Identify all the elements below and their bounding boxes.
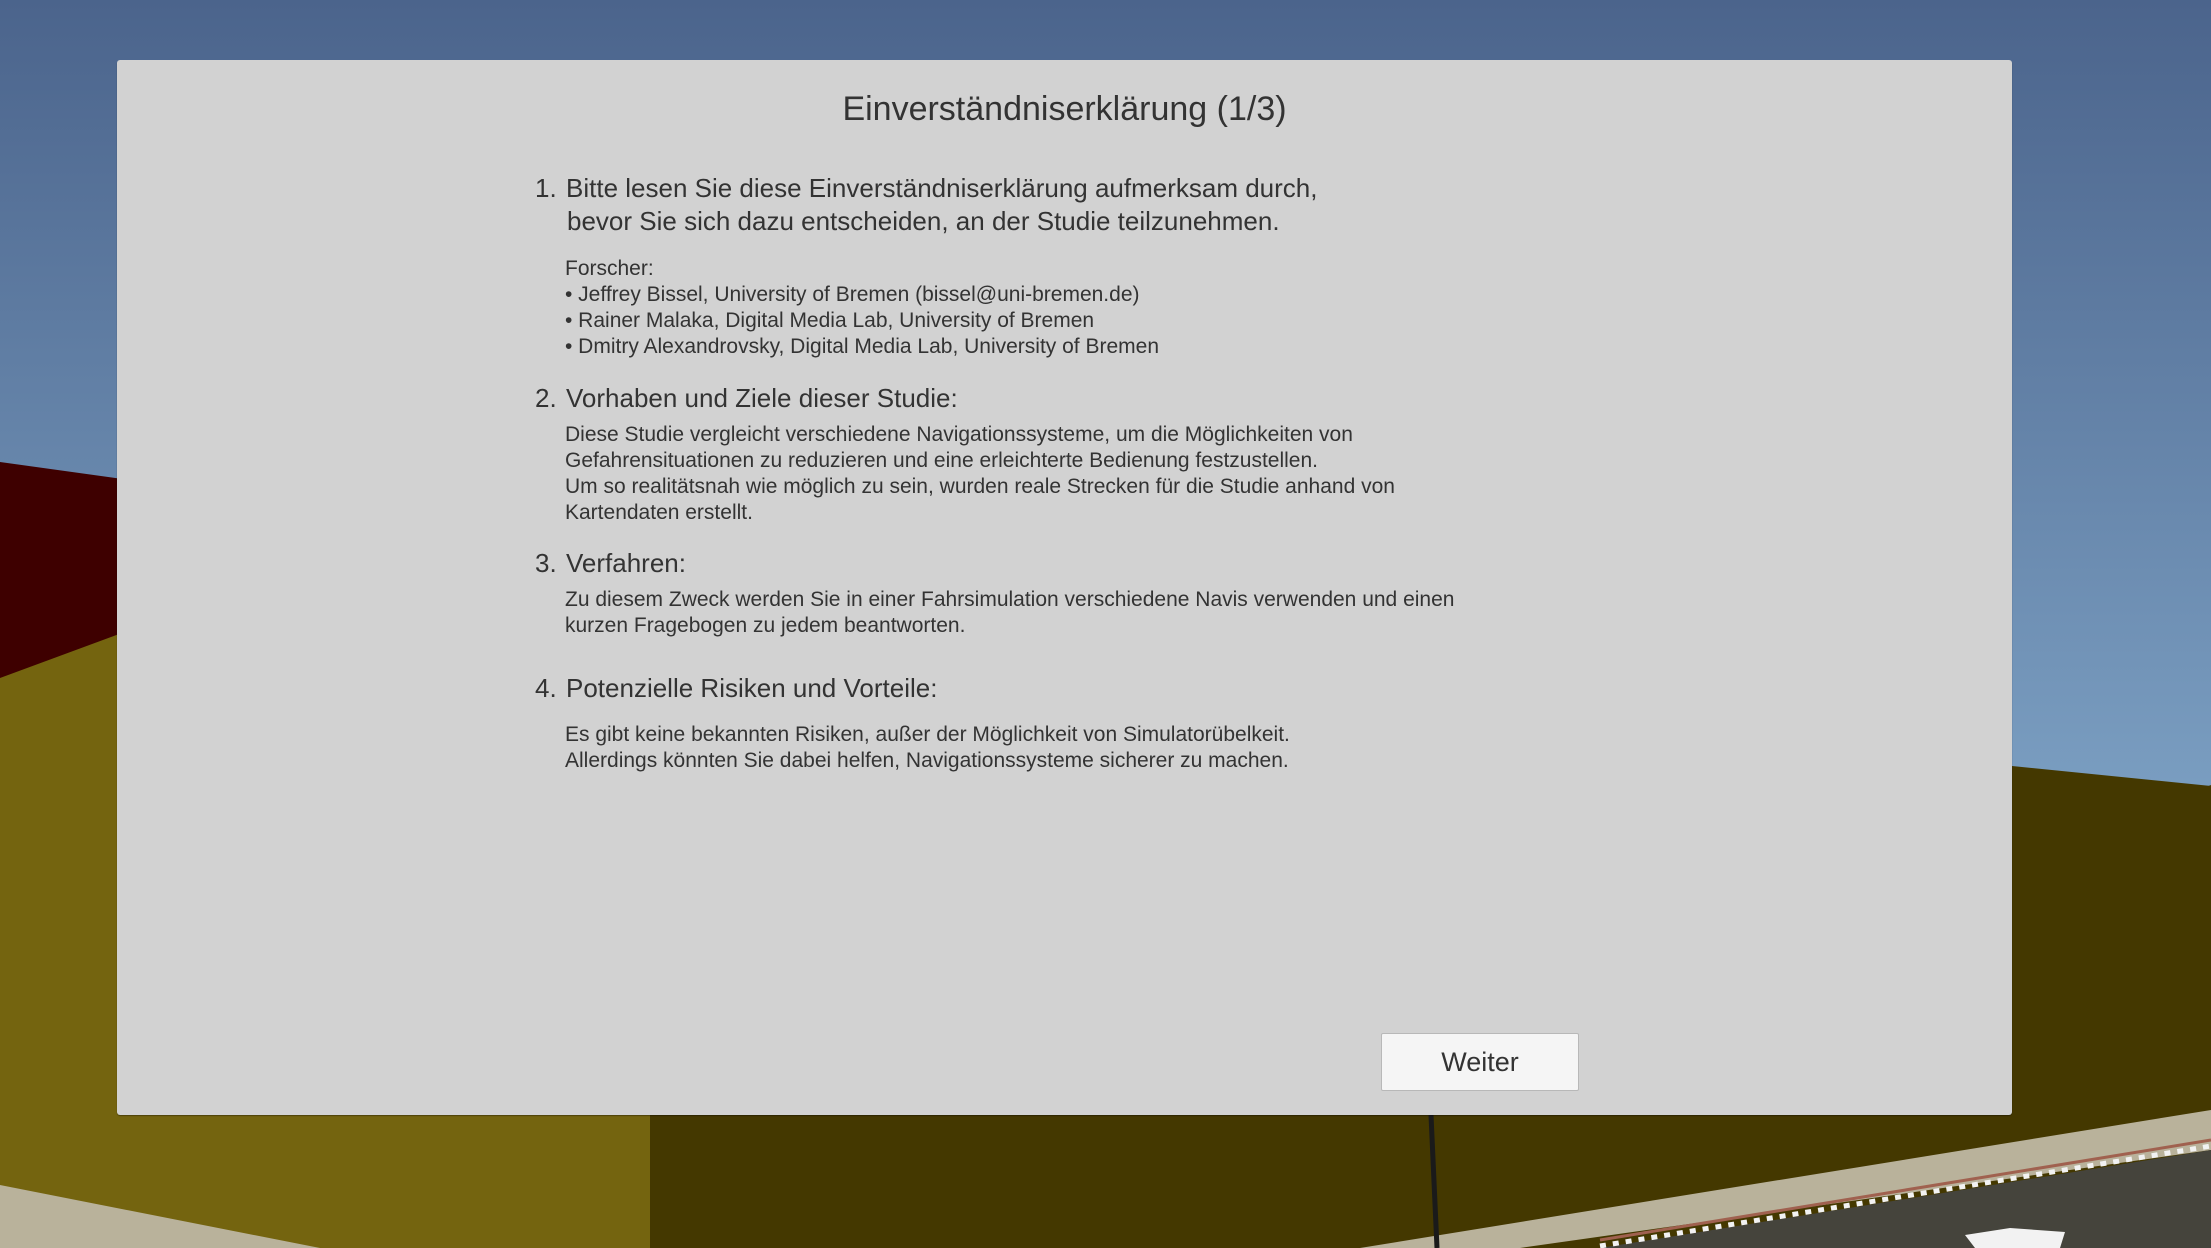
section-number: 3. bbox=[535, 548, 557, 578]
section-number: 2. bbox=[535, 383, 557, 413]
researcher-item: • Dmitry Alexandrovsky, Digital Media Lab, University of Bremen bbox=[565, 335, 1160, 358]
section-2-heading bbox=[535, 382, 958, 415]
section-3-body bbox=[565, 587, 1454, 639]
body-line: Diese Studie vergleicht verschiedene Navigationssysteme, um die Möglichkeiten von bbox=[565, 423, 1353, 446]
body-line: Zu diesem Zweck werden Sie in einer Fahrsimulation verschiedene Navis verwenden und einen bbox=[565, 588, 1455, 611]
section-2-body bbox=[565, 422, 1395, 526]
body-line: kurzen Fragebogen zu jedem beantworten. bbox=[565, 614, 966, 637]
consent-dialog bbox=[117, 60, 2012, 1115]
body-line: Um so realitätsnah wie möglich zu sein, wurden reale Strecken für die Studie anhand von bbox=[565, 475, 1395, 498]
body-line: Es gibt keine bekannten Risiken, außer der Möglichkeit von Simulatorübelkeit. bbox=[565, 723, 1290, 746]
section-1-body bbox=[565, 256, 1159, 360]
section-3-heading bbox=[535, 547, 686, 580]
section-1-heading bbox=[535, 172, 1318, 238]
section-heading-line: Verfahren: bbox=[566, 548, 686, 578]
section-heading-line: Potenzielle Risiken und Vorteile: bbox=[566, 673, 938, 703]
section-heading-line: Bitte lesen Sie diese Einverständniserklärung aufmerksam durch, bbox=[566, 173, 1318, 203]
researcher-item: • Jeffrey Bissel, University of Bremen (bissel@uni-bremen.de) bbox=[565, 283, 1140, 306]
section-number: 4. bbox=[535, 673, 557, 703]
dialog-title: Einverständniserklärung (1/3) bbox=[842, 90, 1287, 128]
body-line: Gefahrensituationen zu reduzieren und eine erleichterte Bedienung festzustellen. bbox=[565, 449, 1318, 472]
section-heading-line: bevor Sie sich dazu entscheiden, an der Studie teilzunehmen. bbox=[567, 206, 1280, 236]
body-line: Kartendaten erstellt. bbox=[565, 501, 753, 524]
body-line: Allerdings könnten Sie dabei helfen, Navigationssysteme sicherer zu machen. bbox=[565, 749, 1289, 772]
section-4-body bbox=[565, 722, 1290, 774]
section-heading-line: Vorhaben und Ziele dieser Studie: bbox=[566, 383, 958, 413]
next-button[interactable]: Weiter bbox=[1381, 1033, 1579, 1091]
section-4-heading bbox=[535, 672, 937, 705]
section-number: 1. bbox=[535, 173, 557, 203]
researchers-label: Forscher: bbox=[565, 257, 654, 280]
researcher-item: • Rainer Malaka, Digital Media Lab, University of Bremen bbox=[565, 309, 1095, 332]
